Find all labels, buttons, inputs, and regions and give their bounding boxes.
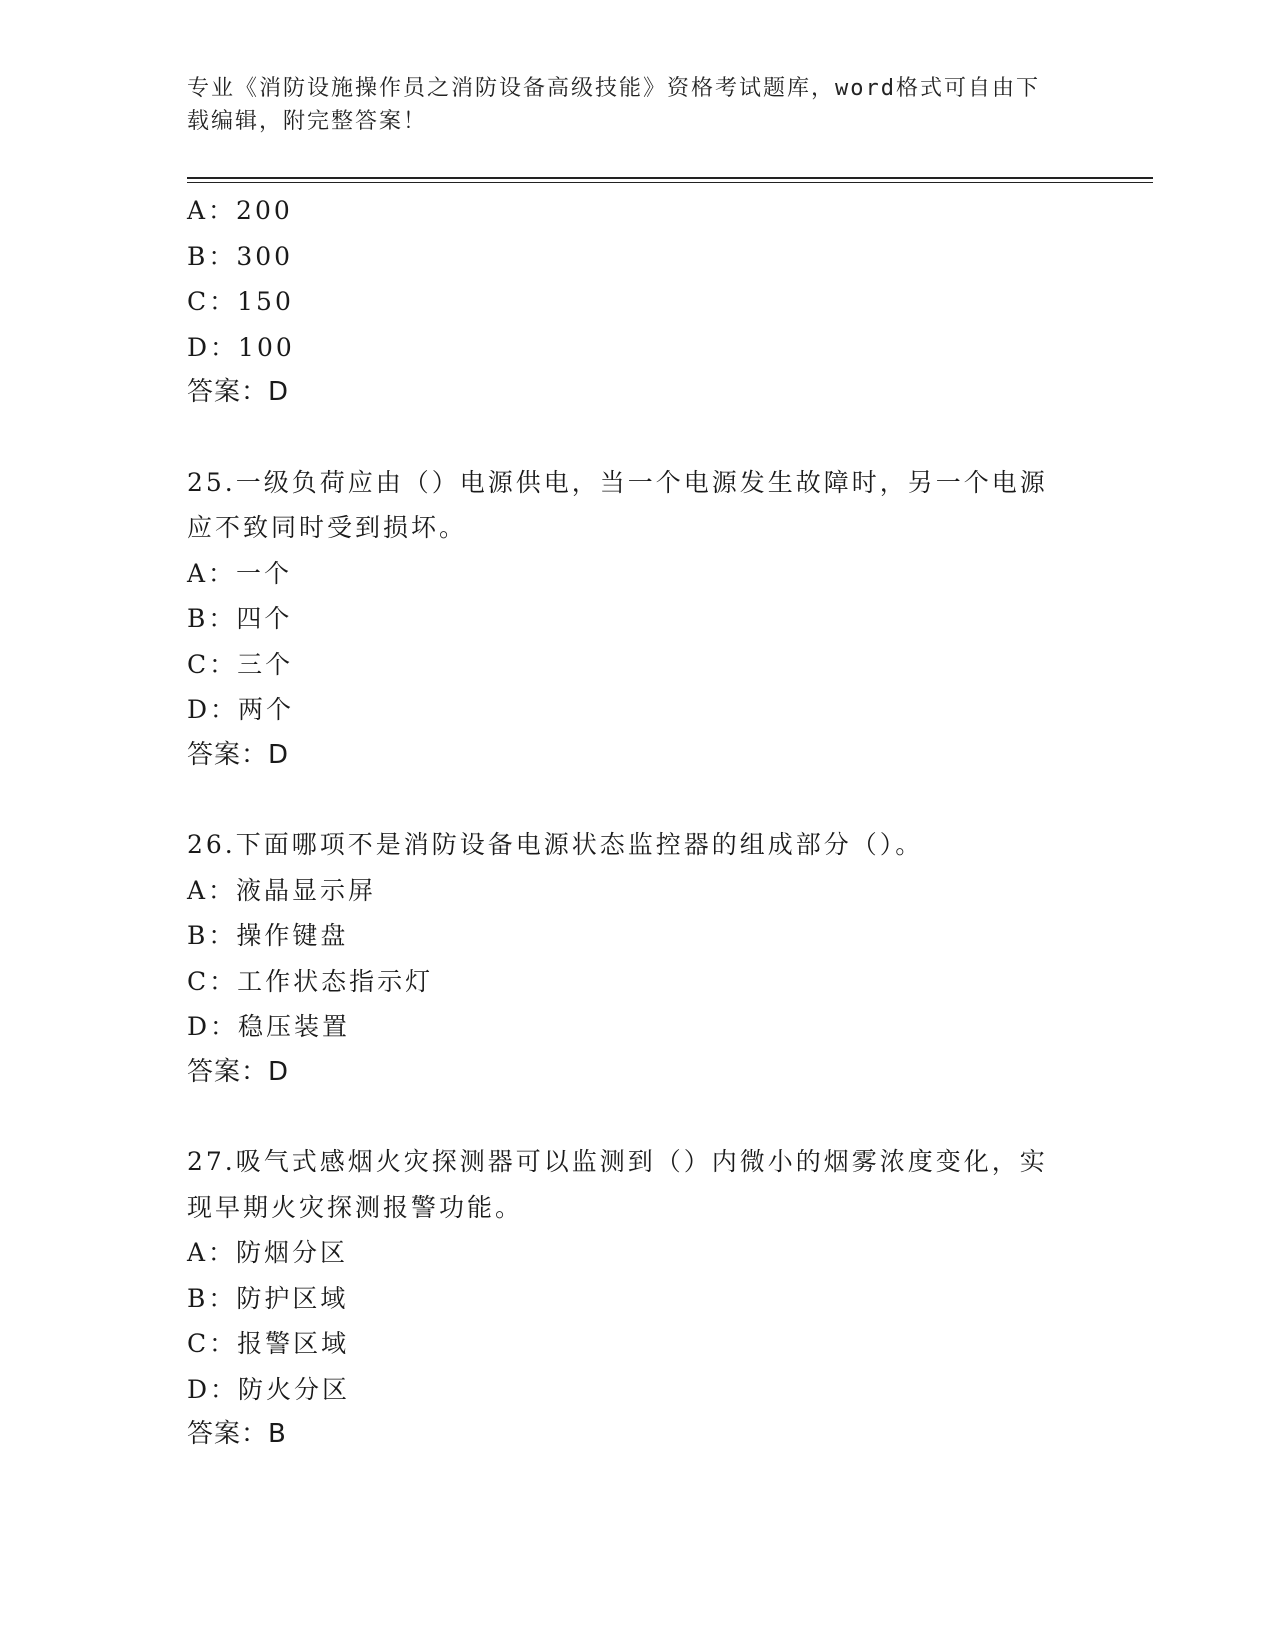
option-a: A：防烟分区 xyxy=(187,1238,349,1267)
option-c: C：三个 xyxy=(187,649,294,679)
option-d: D：稳压装置 xyxy=(187,1012,351,1041)
question-27 xyxy=(187,1139,1087,1458)
answer: 答案：D xyxy=(187,1056,290,1087)
option-b: B：防护区域 xyxy=(187,1283,349,1313)
question-list xyxy=(187,188,1087,1458)
option-a: A：液晶显示屏 xyxy=(187,875,377,905)
answer: 答案：D xyxy=(187,739,290,770)
option-c: C：工作状态指示灯 xyxy=(187,966,434,996)
question-text-line-1: 25.一级负荷应由（）电源供电，当一个电源发生故障时，另一个电源 xyxy=(187,467,1048,497)
question-text-line-1: 26.下面哪项不是消防设备电源状态监控器的组成部分（）。 xyxy=(187,830,924,859)
option-b: B：四个 xyxy=(187,604,293,633)
option-a: A：200 xyxy=(187,196,293,225)
answer: 答案：B xyxy=(187,1419,287,1449)
document-header xyxy=(187,72,1067,138)
spacer xyxy=(187,778,1087,822)
header-line-2: 载编辑，附完整答案！ xyxy=(187,109,428,134)
question-text-line-1: 27.吸气式感烟火灾探测器可以监测到（）内微小的烟雾浓度变化，实 xyxy=(187,1147,1048,1176)
option-b: B：操作键盘 xyxy=(187,921,349,950)
option-d: D：防火分区 xyxy=(187,1374,351,1404)
option-b: B：300 xyxy=(187,241,294,271)
question-text-line-2: 现早期火灾探测报警功能。 xyxy=(187,1192,524,1222)
option-a: A：一个 xyxy=(187,558,293,588)
header-rule-thin xyxy=(187,182,1153,183)
option-d: D：两个 xyxy=(187,695,295,724)
option-c: C：报警区域 xyxy=(187,1329,350,1358)
question-24 xyxy=(187,188,1087,416)
spacer xyxy=(187,1095,1087,1139)
option-d: D：100 xyxy=(187,332,295,362)
spacer xyxy=(187,416,1087,460)
question-text-line-2: 应不致同时受到损坏。 xyxy=(187,513,468,542)
option-c: C：150 xyxy=(187,287,294,316)
header-line-1: 专业《消防设施操作员之消防设备高级技能》资格考试题库，word格式可自由下 xyxy=(187,76,1040,101)
header-rule-thick xyxy=(187,177,1153,179)
question-25 xyxy=(187,460,1087,779)
answer: 答案：D xyxy=(187,377,290,407)
question-26 xyxy=(187,822,1087,1095)
